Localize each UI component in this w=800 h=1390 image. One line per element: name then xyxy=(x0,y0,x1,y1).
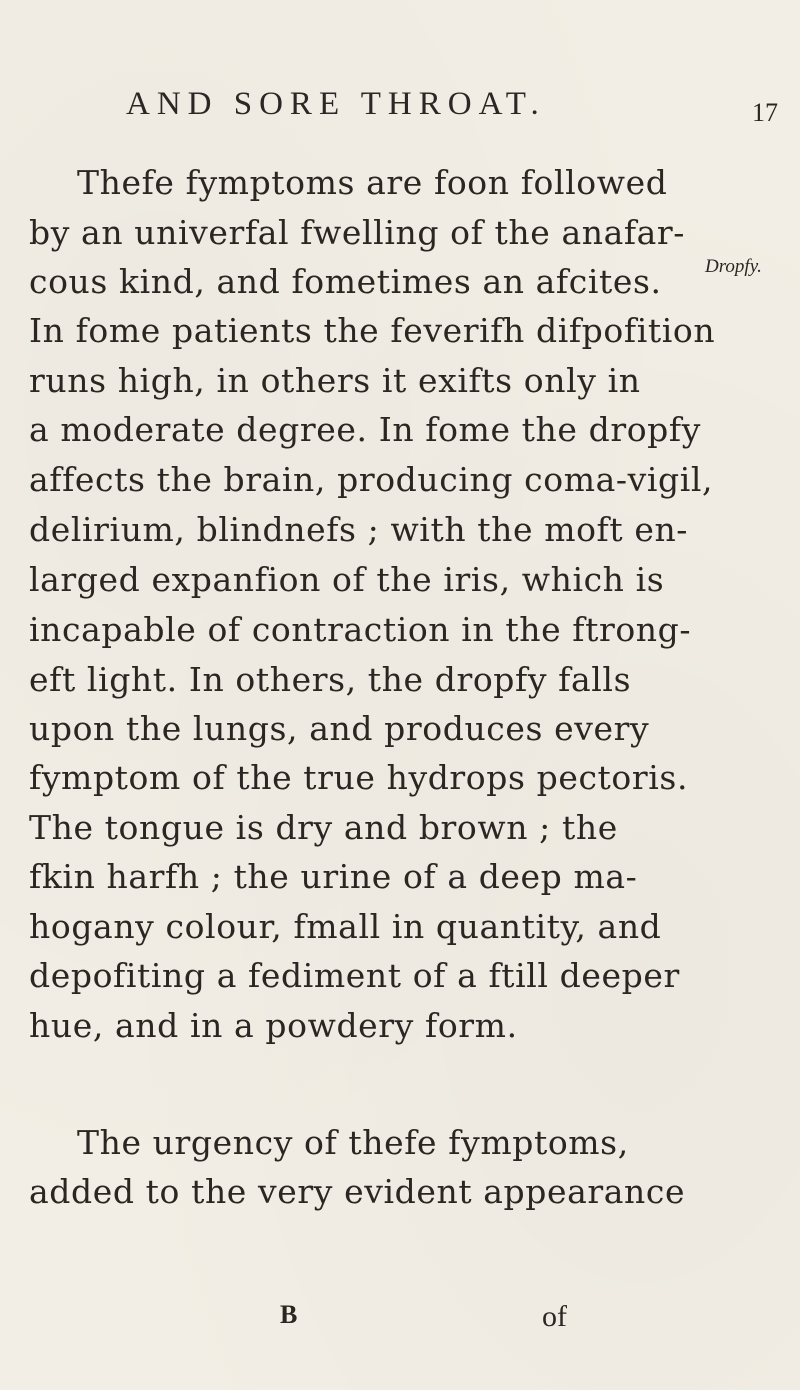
text-line: Thefe fymptoms are foon followed xyxy=(77,163,668,202)
text-line: depofiting a fediment of a ftill deeper xyxy=(29,956,680,995)
text-line: cous kind, and fometimes an afcites. xyxy=(29,262,662,301)
text-line: fkin harfh ; the urine of a deep ma- xyxy=(29,857,638,896)
text-line: delirium, blindnefs ; with the moft en- xyxy=(29,510,689,549)
text-line: a moderate degree. In fome the dropfy xyxy=(29,410,701,449)
running-head: AND SORE THROAT. xyxy=(126,86,546,122)
text-line: fymptom of the true hydrops pectoris. xyxy=(29,758,689,797)
text-line: eft light. In others, the dropfy falls xyxy=(29,660,632,699)
page-number: 17 xyxy=(752,98,778,127)
text-line: incapable of contraction in the ftrong- xyxy=(29,610,692,649)
text-line: hogany colour, fmall in quantity, and xyxy=(29,907,662,946)
text-line: hue, and in a powdery form. xyxy=(29,1006,518,1045)
text-line: runs high, in others it exifts only in xyxy=(29,361,641,400)
signature-mark: B xyxy=(280,1300,298,1329)
text-line: The tongue is dry and brown ; the xyxy=(29,808,618,847)
text-line: In fome patients the feverifh difpofition xyxy=(29,311,716,350)
margin-note: Dropfy. xyxy=(705,256,762,277)
catchword: of xyxy=(542,1300,567,1333)
text-line: upon the lungs, and produces every xyxy=(29,709,650,748)
text-line: affects the brain, producing coma-vigil, xyxy=(29,460,714,499)
text-line: by an univerfal fwelling of the anafar- xyxy=(29,213,686,252)
text-line: larged expanfion of the iris, which is xyxy=(29,560,665,599)
text-line: The urgency of thefe fymptoms, xyxy=(77,1123,629,1162)
text-line: added to the very evident appearance xyxy=(29,1172,686,1211)
